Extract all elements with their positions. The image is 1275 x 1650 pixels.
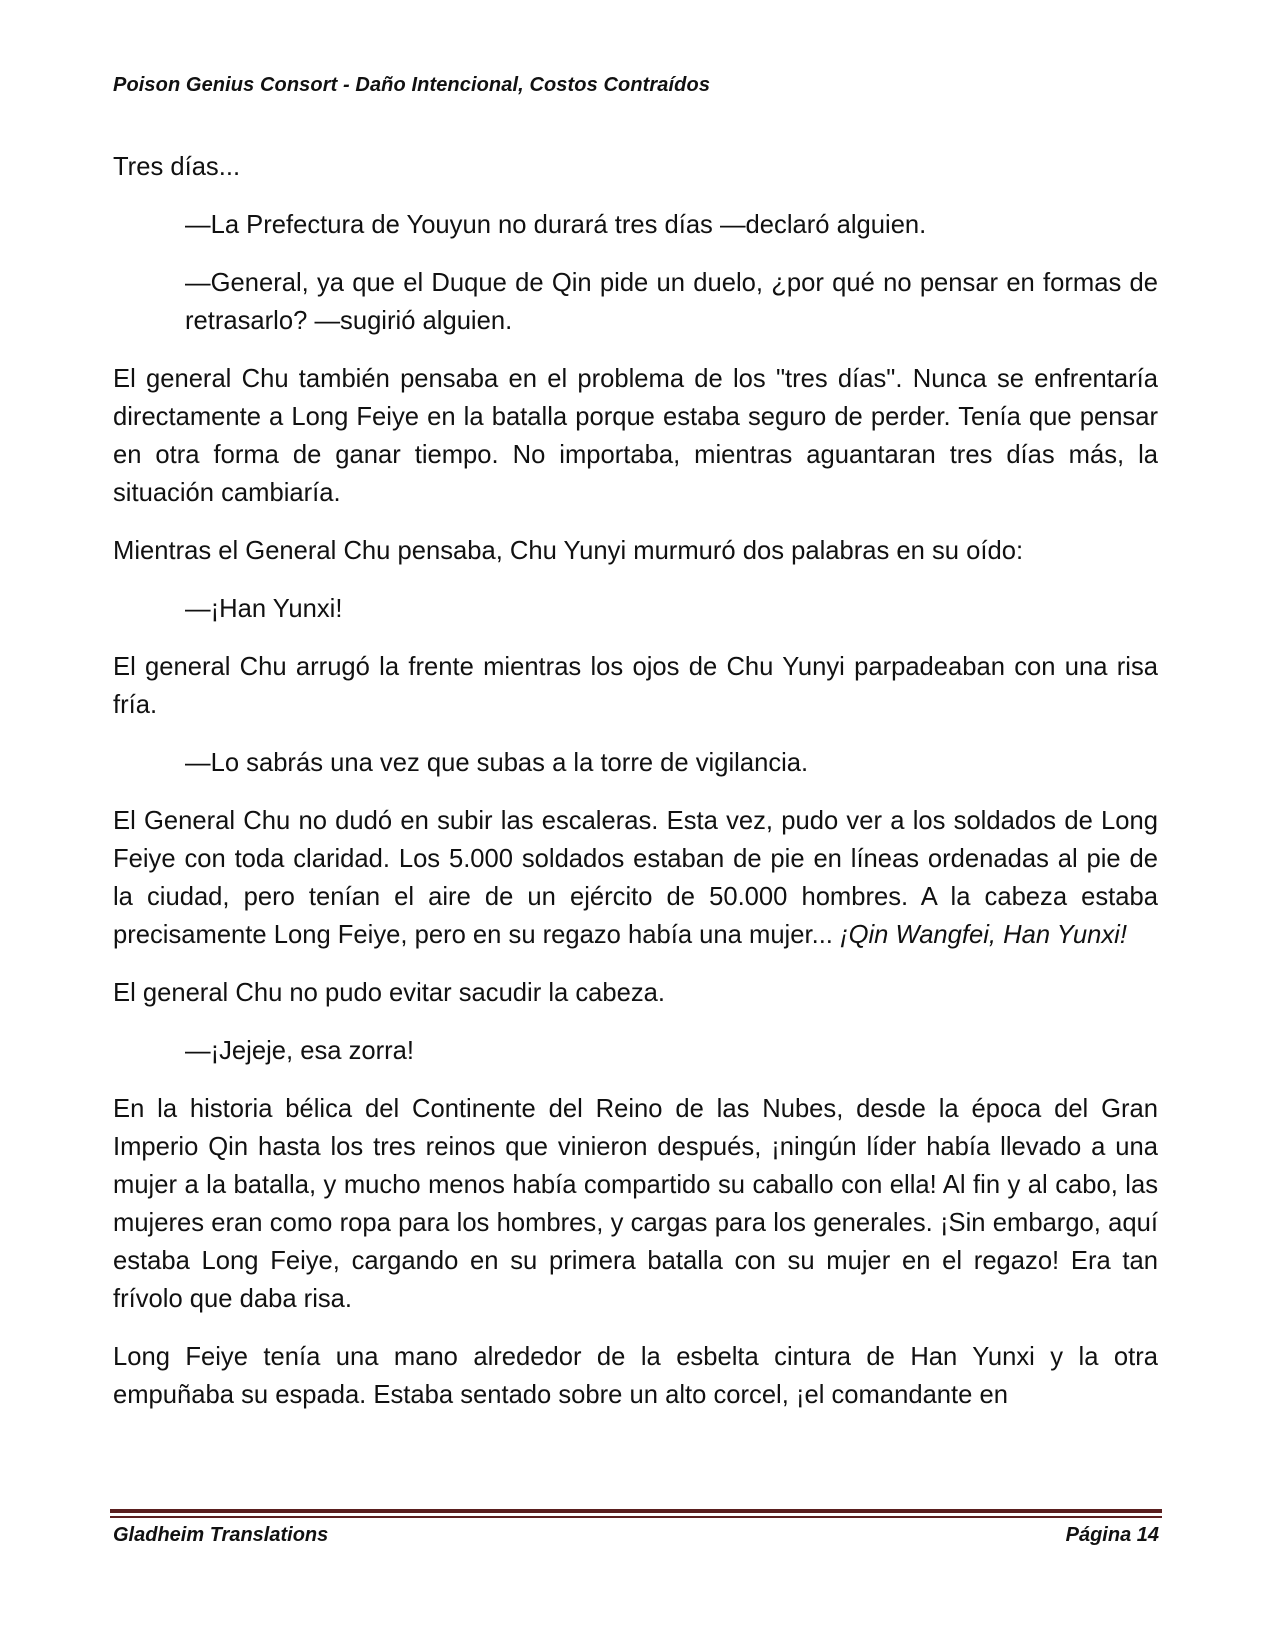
paragraph-2: —La Prefectura de Youyun no durará tres días —declaró alguien. bbox=[185, 211, 927, 239]
page-header-title: Poison Genius Consort - Daño Intencional, Costos Contraídos bbox=[113, 74, 711, 96]
document-body bbox=[113, 148, 1158, 1434]
footer-divider-thin bbox=[110, 1516, 1162, 1518]
paragraph-9 bbox=[113, 802, 1158, 954]
paragraph-4: El general Chu también pensaba en el problema de los "tres días". Nunca se enfrentaría directamente a Long Feiye en la batalla porque estaba seguro de perder. Tenía que pensar en otra forma de ganar tiempo. No importaba, mientras aguantaran tres días más, la situación cambiaría. bbox=[113, 365, 1158, 507]
paragraph-11: —¡Jejeje, esa zorra! bbox=[185, 1037, 415, 1065]
footer-divider-thick bbox=[110, 1509, 1162, 1513]
paragraph-3: —General, ya que el Duque de Qin pide un duelo, ¿por qué no pensar en formas de retrasarlo? —sugirió alguien. bbox=[185, 269, 1158, 335]
footer-translator: Gladheim Translations bbox=[113, 1524, 329, 1546]
page-footer bbox=[113, 1524, 1159, 1547]
paragraph-9-text: El General Chu no dudó en subir las escaleras. Esta vez, pudo ver a los soldados de Long Feiye con toda claridad. Los 5.000 soldados estaban de pie en líneas ordenadas al pie de la ciudad, pero tenían el aire de un ejército de 50.000 hombres. A la cabeza estaba precisamente Long Feiye, pero en su regazo había una mujer... bbox=[113, 807, 1158, 949]
paragraph-5: Mientras el General Chu pensaba, Chu Yunyi murmuró dos palabras en su oído: bbox=[113, 537, 1024, 565]
paragraph-8: —Lo sabrás una vez que subas a la torre de vigilancia. bbox=[185, 749, 809, 777]
footer-page-number: Página 14 bbox=[1065, 1524, 1159, 1546]
paragraph-10: El general Chu no pudo evitar sacudir la cabeza. bbox=[113, 979, 666, 1007]
paragraph-9-emphasis: ¡Qin Wangfei, Han Yunxi! bbox=[840, 921, 1127, 949]
paragraph-12: En la historia bélica del Continente del Reino de las Nubes, desde la época del Gran Imperio Qin hasta los tres reinos que vinieron después, ¡ningún líder había llevado a una mujer a la batalla, y mucho menos había compartido su caballo con ella! Al fin y al cabo, las mujeres eran como ropa para los hombres, y cargas para los generales. ¡Sin embargo, aquí estaba Long Feiye, cargando en su primera batalla con su mujer en el regazo! Era tan frívolo que daba risa. bbox=[113, 1095, 1158, 1313]
paragraph-7: El general Chu arrugó la frente mientras los ojos de Chu Yunyi parpadeaban con una risa fría. bbox=[113, 653, 1158, 719]
paragraph-6: —¡Han Yunxi! bbox=[185, 595, 343, 623]
paragraph-13: Long Feiye tenía una mano alrededor de la esbelta cintura de Han Yunxi y la otra empuñaba su espada. Estaba sentado sobre un alto corcel, ¡el comandante en bbox=[113, 1343, 1158, 1409]
paragraph-1: Tres días... bbox=[113, 153, 241, 181]
